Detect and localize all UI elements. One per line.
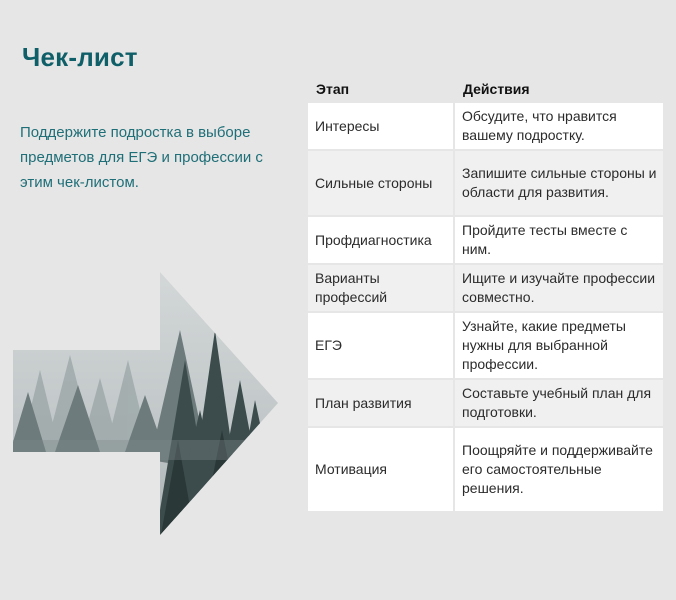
table-header-row (308, 78, 663, 101)
page-subtitle: Поддержите подростка в выборе предметов для ЕГЭ и профессии с этим чек-листом. (20, 124, 263, 191)
table-row (308, 217, 663, 263)
page-title: Чек-лист (22, 42, 138, 72)
stage-cell: ЕГЭ (308, 313, 455, 378)
action-cell: Составьте учебный план для подготовки. (455, 380, 663, 426)
column-header-stage: Этап (316, 81, 350, 97)
column-header-action: Действия (463, 81, 530, 97)
stage-cell: Варианты профессий (308, 265, 455, 311)
stage-cell: Сильные стороны (308, 151, 455, 215)
table-row (308, 428, 663, 511)
table-row (308, 313, 663, 378)
action-cell: Обсудите, что нравится вашему подростку. (455, 103, 663, 149)
action-cell: Пройдите тесты вместе с ним. (455, 217, 663, 263)
stage-cell: Профдиагностика (308, 217, 455, 263)
table-row (308, 265, 663, 311)
stage-cell: План развития (308, 380, 455, 426)
action-cell: Ищите и изучайте профессии совместно. (455, 265, 663, 311)
forest-arrow-image (0, 0, 300, 600)
action-cell: Узнайте, какие предметы нужны для выбранной профессии. (455, 313, 663, 378)
checklist-table (308, 76, 663, 513)
action-cell: Запишите сильные стороны и области для развития. (455, 151, 663, 215)
table-row (308, 103, 663, 149)
action-cell: Поощряйте и поддерживайте его самостоятельные решения. (455, 428, 663, 511)
table-row (308, 151, 663, 215)
stage-cell: Мотивация (308, 428, 455, 511)
stage-cell: Интересы (308, 103, 455, 149)
table-row (308, 380, 663, 426)
